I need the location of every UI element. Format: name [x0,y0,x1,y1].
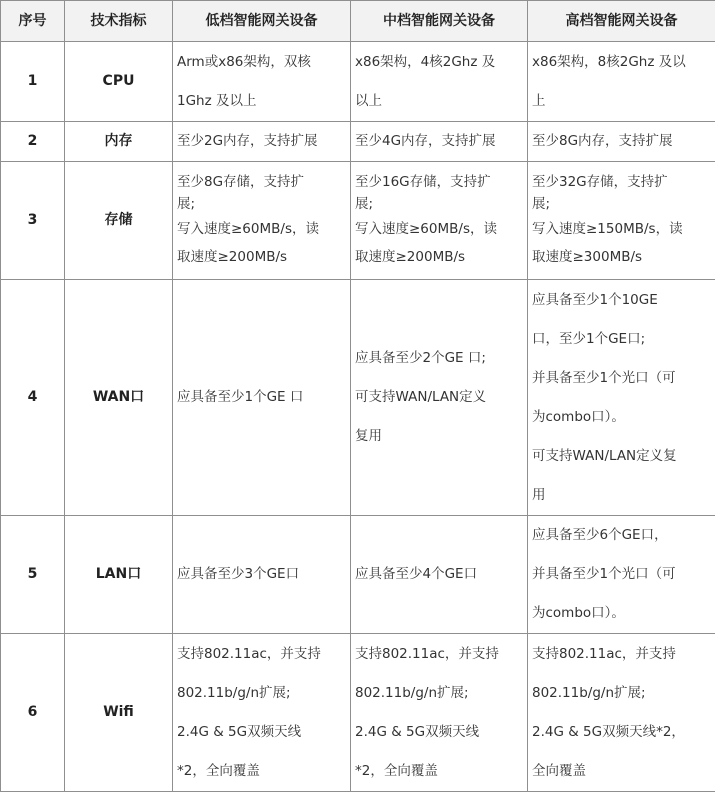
table-row [1,42,715,122]
high-tier-cell: 应具备至少6个GE口， 并具备至少1个光口（可 为combo口）。 [528,516,715,634]
high-tier-cell: 支持802.11ac，并支持 802.11b/g/n扩展; 2.4G & 5G双频天线*2， 全向覆盖 [528,634,715,792]
low-tier-cell: 至少2G内存，支持扩展 [173,122,351,162]
low-tier-cell: 应具备至少3个GE口 [173,516,351,634]
low-tier-cell: 应具备至少1个GE 口 [173,280,351,516]
low-tier-cell: 至少8G存储，支持扩 展; 写入速度≥60MB/s，读 取速度≥200MB/s [173,162,351,280]
row-metric: Wifi [65,634,173,792]
table-row [1,122,715,162]
header-metric: 技术指标 [65,1,173,42]
header-row [1,1,715,42]
row-metric: CPU [65,42,173,122]
row-metric: 内存 [65,122,173,162]
row-index: 6 [1,634,65,792]
row-index: 2 [1,122,65,162]
table-row [1,162,715,280]
high-tier-cell: 至少8G内存，支持扩展 [528,122,715,162]
mid-tier-cell: 至少4G内存，支持扩展 [351,122,528,162]
high-tier-cell: x86架构，8核2Ghz 及以 上 [528,42,715,122]
header-low-tier: 低档智能网关设备 [173,1,351,42]
mid-tier-cell: x86架构，4核2Ghz 及 以上 [351,42,528,122]
row-metric: LAN口 [65,516,173,634]
mid-tier-cell: 应具备至少4个GE口 [351,516,528,634]
high-tier-cell: 至少32G存储，支持扩 展; 写入速度≥150MB/s，读 取速度≥300MB/s [528,162,715,280]
low-tier-cell: Arm或x86架构，双核 1Ghz 及以上 [173,42,351,122]
row-index: 3 [1,162,65,280]
row-metric: WAN口 [65,280,173,516]
table-row [1,634,715,792]
row-index: 4 [1,280,65,516]
mid-tier-cell: 应具备至少2个GE 口; 可支持WAN/LAN定义 复用 [351,280,528,516]
row-metric: 存储 [65,162,173,280]
mid-tier-cell: 至少16G存储，支持扩 展; 写入速度≥60MB/s，读 取速度≥200MB/s [351,162,528,280]
header-high-tier: 高档智能网关设备 [528,1,715,42]
row-index: 1 [1,42,65,122]
high-tier-cell: 应具备至少1个10GE 口，至少1个GE口; 并具备至少1个光口（可 为combo口）。 可支持WAN/LAN定义复 用 [528,280,715,516]
table-row [1,280,715,516]
low-tier-cell: 支持802.11ac，并支持 802.11b/g/n扩展; 2.4G & 5G双频天线 *2，全向覆盖 [173,634,351,792]
table-row [1,516,715,634]
header-index: 序号 [1,1,65,42]
mid-tier-cell: 支持802.11ac，并支持 802.11b/g/n扩展; 2.4G & 5G双频天线 *2，全向覆盖 [351,634,528,792]
row-index: 5 [1,516,65,634]
header-mid-tier: 中档智能网关设备 [351,1,528,42]
